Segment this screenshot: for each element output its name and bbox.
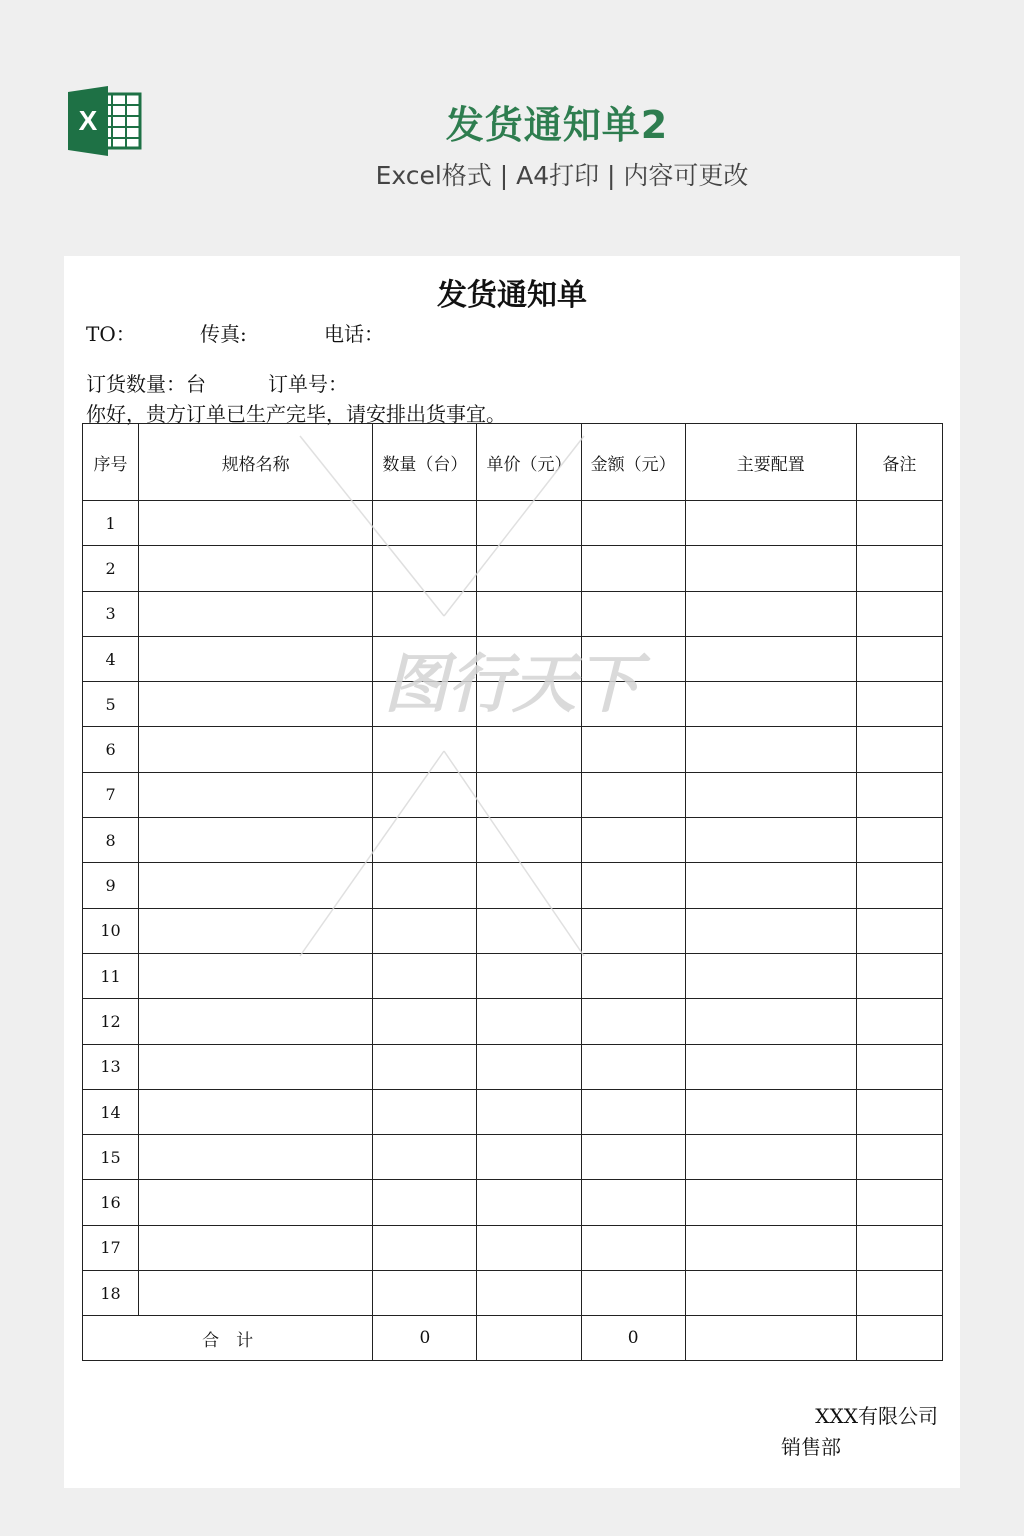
watermark-text: 图行天下 [384,647,640,722]
spec-name-cell[interactable] [139,818,373,863]
quantity-cell[interactable] [373,863,477,908]
unit-price-cell[interactable] [477,1089,581,1134]
config-cell[interactable] [685,1044,856,1089]
config-cell[interactable] [685,546,856,591]
config-cell[interactable] [685,953,856,998]
amount-cell[interactable] [581,1271,685,1316]
quantity-cell[interactable] [373,953,477,998]
quantity-cell[interactable] [373,546,477,591]
amount-cell[interactable] [581,1089,685,1134]
row-number: 7 [83,772,139,817]
config-cell[interactable] [685,999,856,1044]
config-cell[interactable] [685,1225,856,1270]
row-number: 6 [83,727,139,772]
remark-cell[interactable] [856,1089,942,1134]
total-row [83,1316,943,1361]
remark-cell[interactable] [856,999,942,1044]
amount-cell[interactable] [581,772,685,817]
quantity-cell[interactable] [373,636,477,681]
remark-cell[interactable] [856,591,942,636]
spec-name-cell[interactable] [139,501,373,546]
order-qty-label: 订货数量：台 [86,372,206,396]
to-label: TO： [86,322,136,346]
amount-cell[interactable] [581,501,685,546]
quantity-cell[interactable] [373,1089,477,1134]
shipping-table [82,423,943,1361]
amount-cell[interactable] [581,818,685,863]
department-name: 销售部 [781,1435,841,1459]
spec-name-cell[interactable] [139,727,373,772]
row-number: 2 [83,546,139,591]
table-row [83,591,943,636]
total-unit-price [477,1316,581,1361]
remark-cell[interactable] [856,818,942,863]
spec-name-cell[interactable] [139,908,373,953]
table-row [83,818,943,863]
remark-cell[interactable] [856,636,942,681]
quantity-cell[interactable] [373,818,477,863]
table-row [83,682,943,727]
remark-cell[interactable] [856,1135,942,1180]
total-remark [856,1316,942,1361]
total-quantity: 0 [373,1316,477,1361]
unit-price-cell[interactable] [477,1135,581,1180]
remark-cell[interactable] [856,1180,942,1225]
column-header: 单价（元） [477,424,581,501]
amount-cell[interactable] [581,682,685,727]
row-number: 12 [83,999,139,1044]
page-title: 发货通知单2 [445,103,669,147]
spec-name-cell[interactable] [139,1180,373,1225]
row-number: 17 [83,1225,139,1270]
spec-name-cell[interactable] [139,1225,373,1270]
remark-cell[interactable] [856,682,942,727]
quantity-cell[interactable] [373,727,477,772]
unit-price-cell[interactable] [477,1271,581,1316]
quantity-cell[interactable] [373,1271,477,1316]
config-cell[interactable] [685,772,856,817]
row-number: 3 [83,591,139,636]
table-row [83,501,943,546]
amount-cell[interactable] [581,1180,685,1225]
remark-cell[interactable] [856,772,942,817]
spec-name-cell[interactable] [139,1135,373,1180]
config-cell[interactable] [685,863,856,908]
row-number: 16 [83,1180,139,1225]
unit-price-cell[interactable] [477,636,581,681]
total-amount: 0 [581,1316,685,1361]
quantity-cell[interactable] [373,772,477,817]
unit-price-cell[interactable] [477,1225,581,1270]
table-row [83,727,943,772]
amount-cell[interactable] [581,953,685,998]
amount-cell[interactable] [581,999,685,1044]
table-row [83,1180,943,1225]
table-row [83,1135,943,1180]
page-subtitle: Excel格式 | A4打印 | 内容可更改 [375,161,749,190]
row-number: 4 [83,636,139,681]
table-row [83,999,943,1044]
column-header: 规格名称 [139,424,373,501]
row-number: 1 [83,501,139,546]
remark-cell[interactable] [856,1225,942,1270]
config-cell[interactable] [685,1089,856,1134]
amount-cell[interactable] [581,727,685,772]
quantity-cell[interactable] [373,1180,477,1225]
amount-cell[interactable] [581,863,685,908]
quantity-cell[interactable] [373,1135,477,1180]
config-cell[interactable] [685,818,856,863]
document-sheet [64,256,960,1488]
unit-price-cell[interactable] [477,1044,581,1089]
remark-cell[interactable] [856,863,942,908]
quantity-cell[interactable] [373,1225,477,1270]
remark-cell[interactable] [856,546,942,591]
order-no-label: 订单号： [268,372,348,396]
quantity-cell[interactable] [373,908,477,953]
unit-price-cell[interactable] [477,772,581,817]
table-row [83,953,943,998]
row-number: 10 [83,908,139,953]
amount-cell[interactable] [581,636,685,681]
row-number: 5 [83,682,139,727]
table-row [83,908,943,953]
remark-cell[interactable] [856,501,942,546]
spec-name-cell[interactable] [139,682,373,727]
config-cell[interactable] [685,501,856,546]
total-config [685,1316,856,1361]
unit-price-cell[interactable] [477,908,581,953]
spec-name-cell[interactable] [139,546,373,591]
config-cell[interactable] [685,1180,856,1225]
remark-cell[interactable] [856,1044,942,1089]
spec-name-cell[interactable] [139,772,373,817]
quantity-cell[interactable] [373,501,477,546]
table-row [83,772,943,817]
table-row [83,863,943,908]
document-title: 发货通知单 [437,278,587,313]
quantity-cell[interactable] [373,999,477,1044]
amount-cell[interactable] [581,546,685,591]
phone-label: 电话： [324,322,384,346]
row-number: 9 [83,863,139,908]
spec-name-cell[interactable] [139,1089,373,1134]
config-cell[interactable] [685,682,856,727]
unit-price-cell[interactable] [477,953,581,998]
spec-name-cell[interactable] [139,863,373,908]
column-header: 金额（元） [581,424,685,501]
unit-price-cell[interactable] [477,682,581,727]
row-number: 11 [83,953,139,998]
config-cell[interactable] [685,591,856,636]
total-label: 合 计 [83,1316,373,1361]
row-number: 14 [83,1089,139,1134]
row-number: 18 [83,1271,139,1316]
table-row [83,546,943,591]
greeting-text: 你好，贵方订单已生产完毕，请安排出货事宜。 [86,402,506,426]
row-number: 15 [83,1135,139,1180]
spec-name-cell[interactable] [139,636,373,681]
remark-cell[interactable] [856,908,942,953]
row-number: 8 [83,818,139,863]
unit-price-cell[interactable] [477,591,581,636]
config-cell[interactable] [685,636,856,681]
column-header: 备注 [856,424,942,501]
amount-cell[interactable] [581,1044,685,1089]
amount-cell[interactable] [581,1135,685,1180]
unit-price-cell[interactable] [477,546,581,591]
amount-cell[interactable] [581,591,685,636]
unit-price-cell[interactable] [477,818,581,863]
spec-name-cell[interactable] [139,953,373,998]
column-header: 序号 [83,424,139,501]
quantity-cell[interactable] [373,682,477,727]
column-header: 数量（台） [373,424,477,501]
spec-name-cell[interactable] [139,591,373,636]
config-cell[interactable] [685,1271,856,1316]
company-name: XXX有限公司 [815,1404,938,1428]
quantity-cell[interactable] [373,1044,477,1089]
table-row [83,1089,943,1134]
table-row [83,1225,943,1270]
fax-label: 传真: [200,322,247,346]
remark-cell[interactable] [856,727,942,772]
row-number: 13 [83,1044,139,1089]
spec-name-cell[interactable] [139,1271,373,1316]
config-cell[interactable] [685,727,856,772]
spec-name-cell[interactable] [139,1044,373,1089]
remark-cell[interactable] [856,1271,942,1316]
unit-price-cell[interactable] [477,501,581,546]
unit-price-cell[interactable] [477,863,581,908]
remark-cell[interactable] [856,953,942,998]
amount-cell[interactable] [581,908,685,953]
svg-text:X: X [78,105,98,136]
table-header-row [83,424,943,501]
unit-price-cell[interactable] [477,999,581,1044]
table-row [83,1044,943,1089]
table-row [83,636,943,681]
spec-name-cell[interactable] [139,999,373,1044]
table-row [83,1271,943,1316]
unit-price-cell[interactable] [477,1180,581,1225]
amount-cell[interactable] [581,1225,685,1270]
column-header: 主要配置 [685,424,856,501]
unit-price-cell[interactable] [477,727,581,772]
quantity-cell[interactable] [373,591,477,636]
config-cell[interactable] [685,908,856,953]
config-cell[interactable] [685,1135,856,1180]
